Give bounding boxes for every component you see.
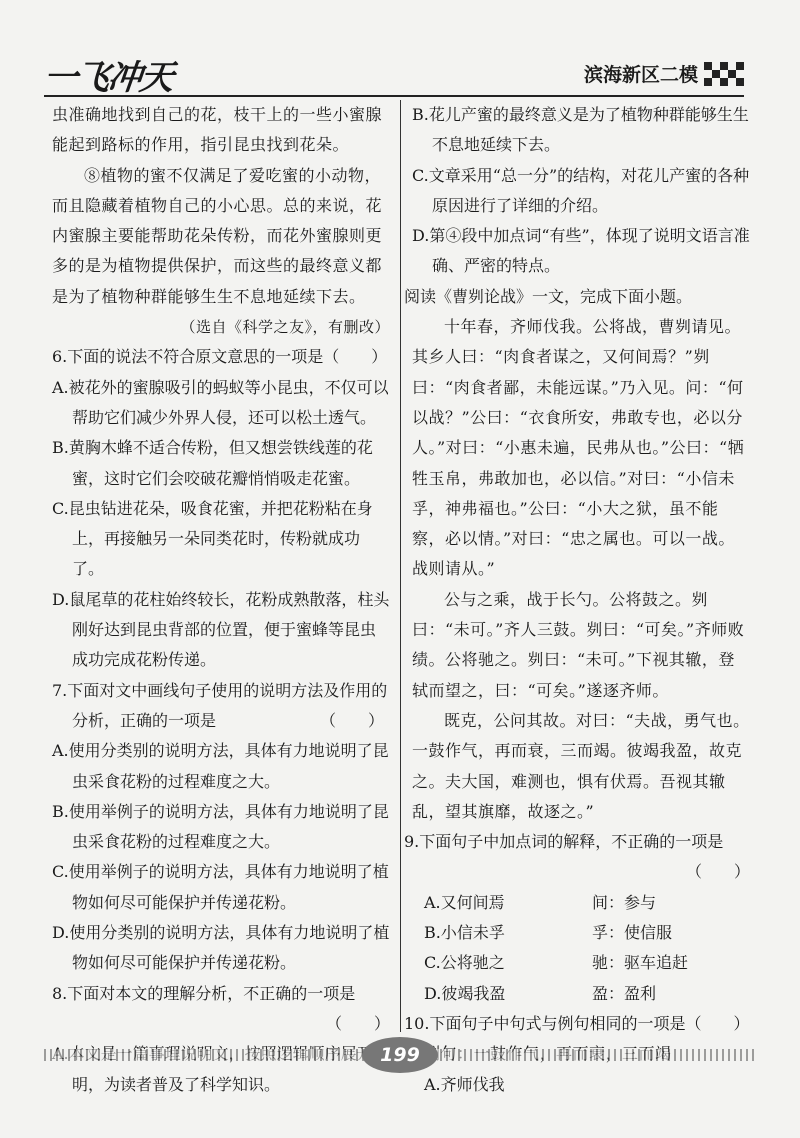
classical-text-paragraph-3: 既克，公问其故。对曰：“夫战，勇气也。一鼓作气，再而衰，三而竭。彼竭我盈，故克之。夫大国，难测也，惧有伏焉。吾视其辙乱，望其旗靡，故逐之。”: [412, 710, 750, 821]
classical-text-paragraph-2: 公与之乘，战于长勺。公将鼓之。刿曰：“未可。”齐人三鼓。刿曰：“可矣。”齐师败绩。公将驰之。刿曰：“未可。”下视其辙，登轼而望之，曰：“可矣。”遂逐齐师。: [412, 589, 745, 700]
question-9-option-c[interactable]: C.公将驰之 驰：驱车追赶: [424, 953, 689, 973]
question-10-stem: 10.下面句子中句式与例句相同的一项是（ ）: [404, 1013, 750, 1033]
passage-paragraph-7-end: 虫准确地找到自己的花，枝干上的一些小蜜腺能起到路标的作用，指引昆虫找到花朵。: [52, 105, 383, 155]
question-8-stem: 8.下面对本文的理解分析，不正确的一项是: [52, 983, 356, 1003]
question-9-option-b[interactable]: B.小信未孚 孚：使信服: [424, 923, 673, 943]
question-7-option-a[interactable]: A.使用分类别的说明方法，具体有力地说明了昆虫采食花粉的过程难度之大。: [52, 741, 389, 791]
question-7-stem: 7.下面对文中画线句子使用的说明方法及作用的分析，正确的一项是 （ ）: [52, 680, 388, 730]
question-6-option-d[interactable]: D.鼠尾草的花柱始终较长，花粉成熟散落，柱头刚好达到昆虫背部的位置，便于蜜蜂等昆虫成功完成花粉传递。: [52, 589, 390, 670]
question-8-option-d[interactable]: D.第④段中加点词“有些”，体现了说明文语言准确、严密的特点。: [412, 226, 750, 276]
page-number: 199: [362, 1037, 438, 1073]
question-9-options: [412, 888, 750, 1009]
question-6-option-a[interactable]: A.被花外的蜜腺吸引的蚂蚁等小昆虫，不仅可以帮助它们减少外界人侵，还可以松土透气。: [52, 377, 389, 427]
exam-title-group: [584, 60, 744, 87]
question-9-stem: 9.下面句子中加点词的解释，不正确的一项是: [404, 832, 724, 852]
question-7-option-c[interactable]: C.使用举例子的说明方法，具体有力地说明了植物如何尽可能保护并传递花粉。: [52, 862, 389, 912]
reading-intro: 阅读《曹刿论战》一文，完成下面小题。: [404, 286, 693, 306]
question-8-option-c[interactable]: C.文章采用“总一分”的结构，对花儿产蜜的各种原因进行了详细的介绍。: [412, 165, 750, 215]
series-logo: 一飞冲天: [41, 58, 174, 98]
question-9-option-d[interactable]: D.彼竭我盈 盈：盈利: [424, 983, 657, 1003]
page-header: [41, 50, 744, 98]
question-6-stem: 6.下面的说法不符合原文意思的一项是（ ）: [52, 347, 388, 367]
column-divider: [400, 100, 401, 1032]
page-footer: [44, 1035, 756, 1075]
question-7-option-b[interactable]: B.使用举例子的说明方法，具体有力地说明了昆虫采食花粉的过程难度之大。: [52, 801, 389, 852]
question-9-option-a[interactable]: A.又何间焉 间：参与: [424, 892, 657, 912]
question-7-option-d[interactable]: D.使用分类别的说明方法，具体有力地说明了植物如何尽可能保护并传递花粉。: [52, 923, 390, 973]
header-rule: [44, 95, 744, 97]
right-column: [404, 100, 750, 1100]
question-10-option-a[interactable]: A.齐师伐我: [424, 1074, 505, 1094]
checkerboard-icon: [704, 62, 744, 86]
question-9-answer-blank[interactable]: （ ）: [685, 862, 750, 882]
passage-paragraph-8: ⑧植物的蜜不仅满足了爱吃蜜的小动物，而且隐藏着植物自己的小心思。总的来说，花内蜜腺主要能帮助花朵传粉，而花外蜜腺则更多的是为植物提供保护，而这些的最终意义都是为了植物种群能够生生不息地延续下去。: [52, 165, 383, 306]
question-8-option-b[interactable]: B.花儿产蜜的最终意义是为了植物种群能够生生不息地延续下去。: [412, 105, 749, 155]
question-8-option-a[interactable]: 明，为读者普及了科学知识。: [72, 1074, 281, 1094]
question-6-option-b[interactable]: B.黄胸木蜂不适合传粉，但又想尝铁线莲的花蜜，这时它们会咬破花瓣悄悄吸走花蜜。: [52, 438, 373, 488]
question-6-option-c[interactable]: C.昆虫钻进花朵，吸食花蜜，并把花粉粘在身上，再接触另一朵同类花时，传粉就成功了。: [52, 498, 373, 579]
question-8-answer-blank[interactable]: （ ）: [325, 1013, 390, 1033]
classical-text-paragraph-1: 十年春，齐师伐我。公将战，曹刿请见。其乡人曰：“肉食者谋之，又何间焉？”刿曰：“肉食者鄙，未能远谋。”乃入见。问：“何以战？”公曰：“衣食所安，弗敢专也，必以分人。”对曰：“小惠未遍，民弗从也。”公曰：“牺牲玉帛，弗敢加也，必以信。”对曰：“小信未孚，神弗福也。”公曰：“小大之狱，虽不能察，必以情。”对曰：“忠之属也。可以一战。战则请从。”: [412, 317, 745, 579]
passage-source: （选自《科学之友》，有删改）: [180, 318, 390, 337]
left-column: [52, 100, 390, 1100]
exam-title: 滨海新区二模: [583, 64, 698, 86]
